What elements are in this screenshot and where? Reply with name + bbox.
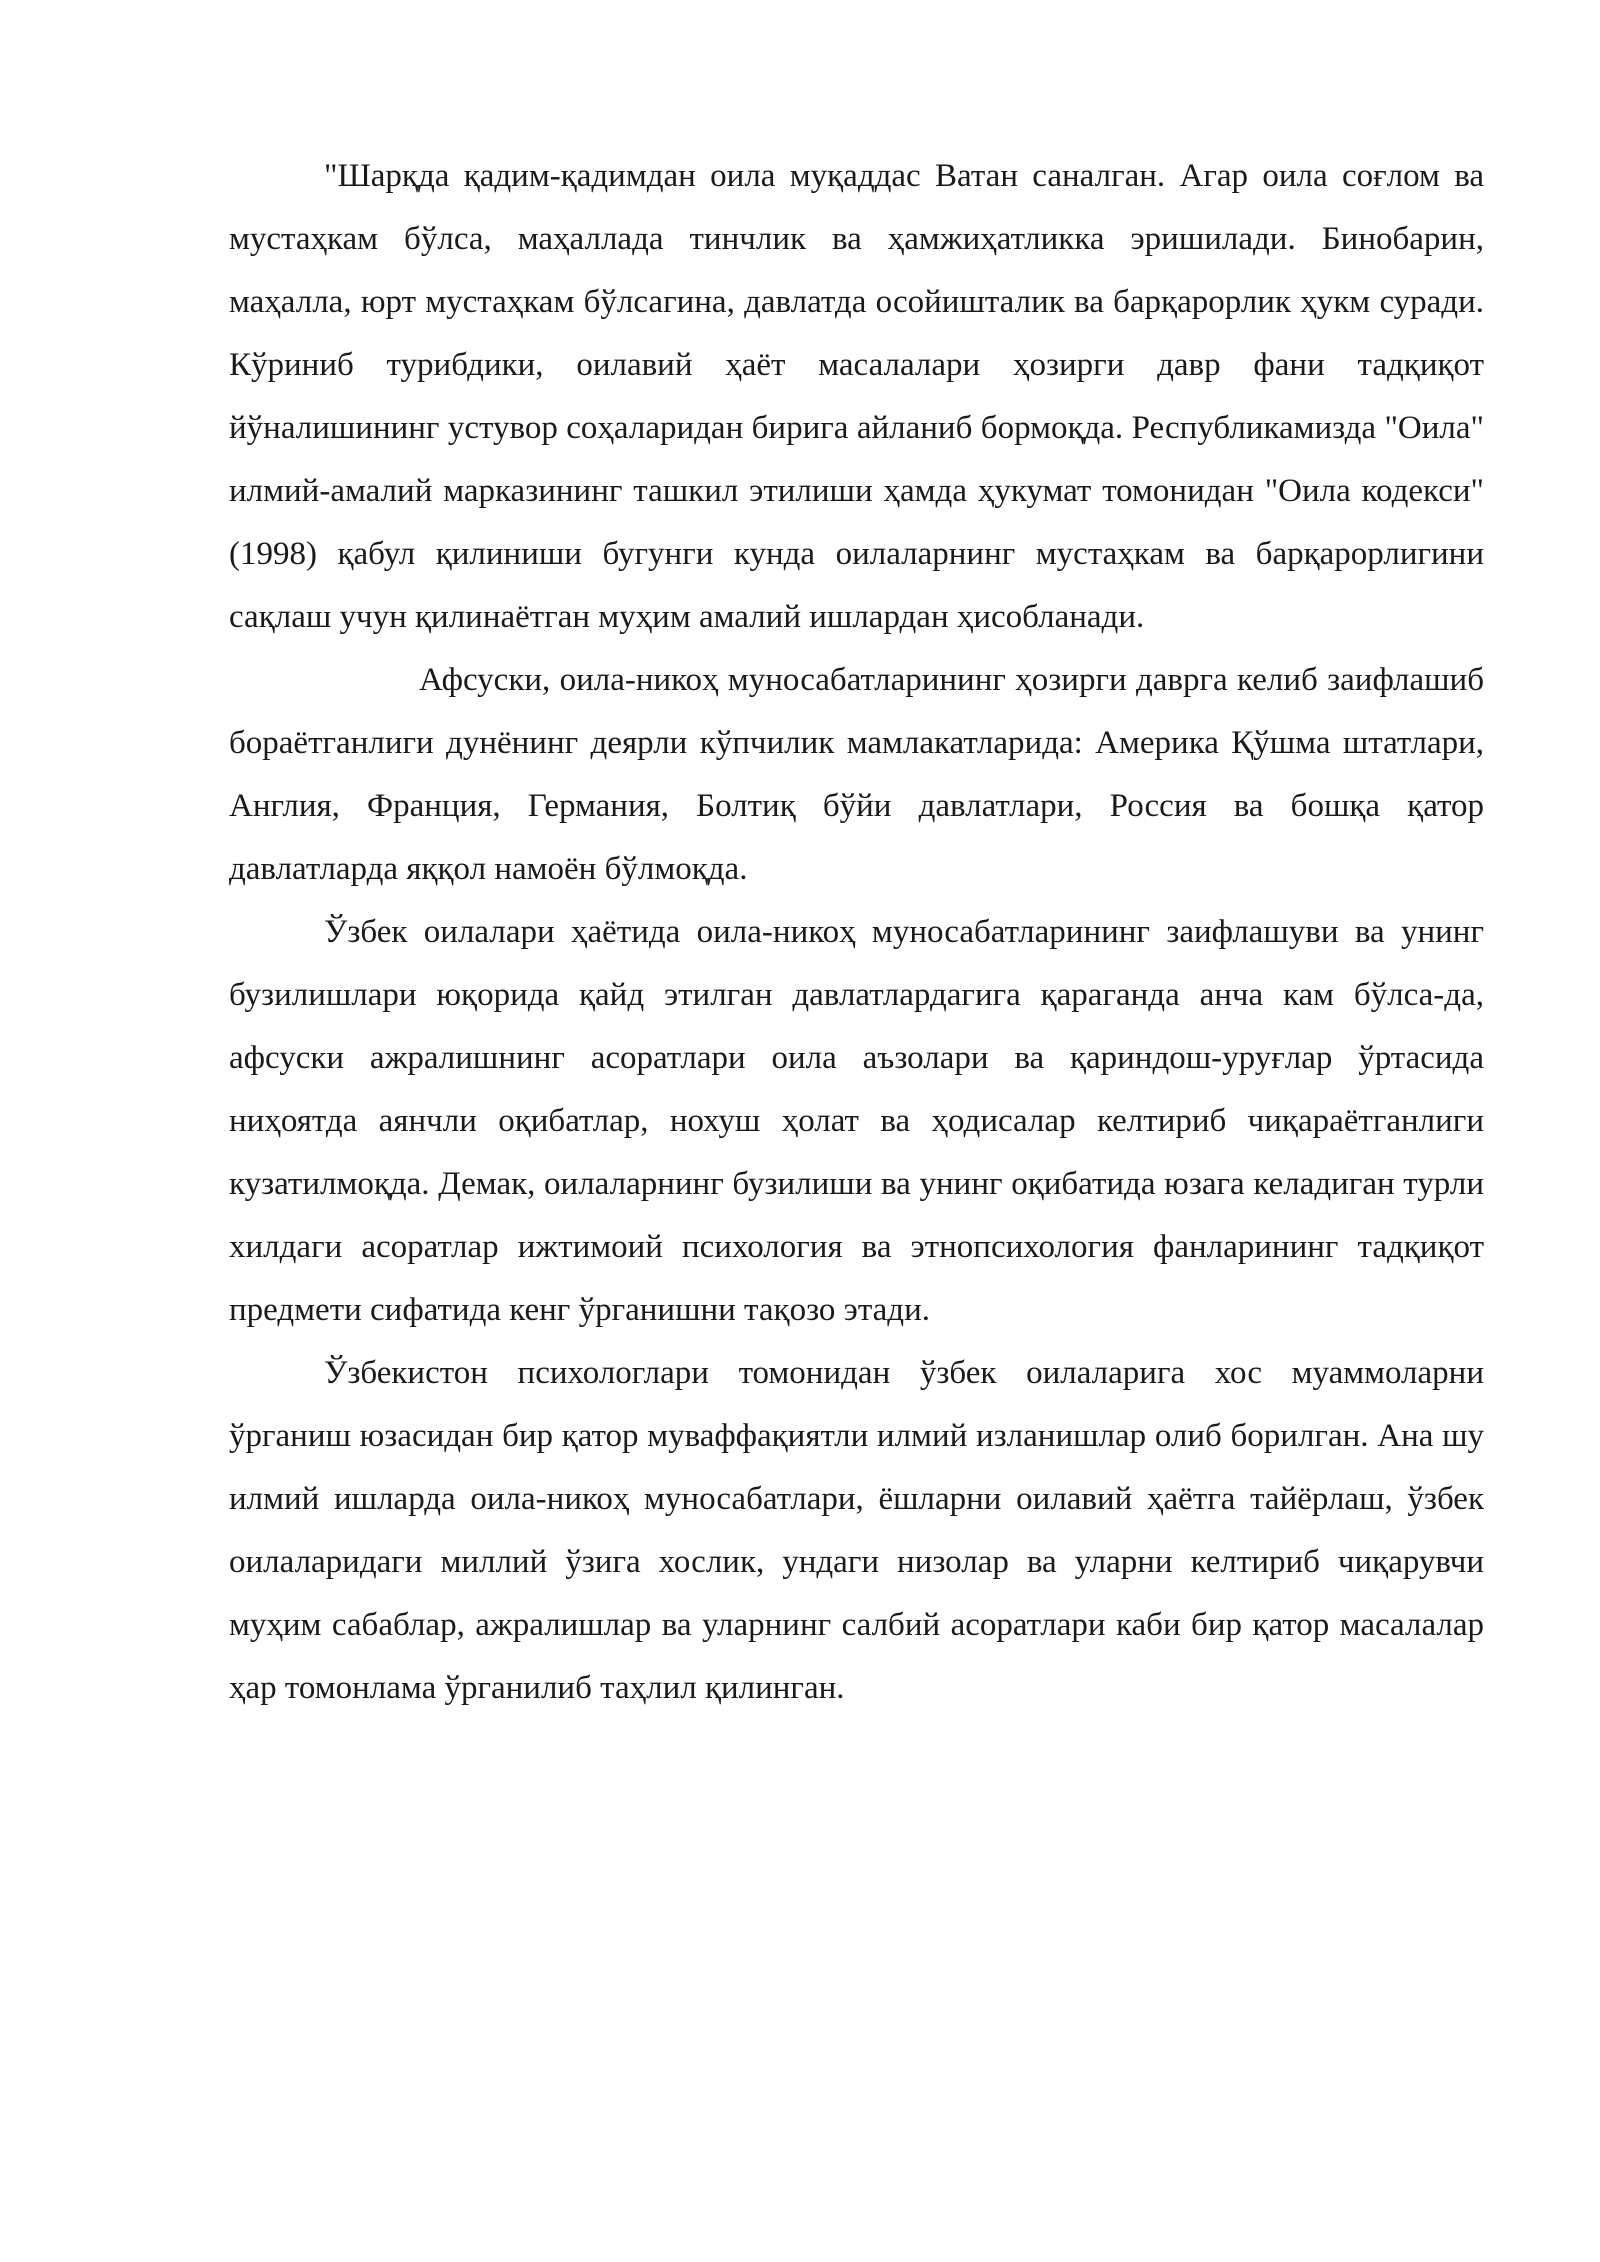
body-text [229, 145, 1484, 1720]
paragraph-1: "Шарқда қадим-қадимдан оила муқаддас Ватан саналган. Агар оила соғлом ва мустаҳкам бўлса, маҳаллада тинчлик ва ҳамжиҳатликка эришилади. Бинобарин, маҳалла, юрт мустаҳкам бўлсагина, давлатда осойишталик ва барқарорлик ҳукм суради. Кўриниб турибдики, оилавий ҳаёт масалалари ҳозирги давр фани тадқиқот йўналишининг устувор соҳаларидан бирига айланиб бормоқда. Республикамизда "Оила" илмий-амалий марказининг ташкил этилиши ҳамда ҳукумат томонидан "Оила кодекси" (1998) қабул қилиниши бугунги кунда оилаларнинг мустаҳкам ва барқарорлигини сақлаш учун қилинаётган муҳим амалий ишлардан ҳисобланади. [229, 158, 1484, 635]
paragraph-2: Афсуски, оила-никоҳ муносабатларининг ҳозирги даврга келиб заифлашиб бораётганлиги дунёнинг деярли кўпчилик мамлакатларида: Америка Қўшма штатлари, Англия, Франция, Германия, Болтиқ бўйи давлатлари, Россия ва бошқа қатор давлатларда яққол намоён бўлмоқда. [229, 662, 1484, 887]
paragraph-4: Ўзбекистон психологлари томонидан ўзбек оилаларига хос муаммоларни ўрганиш юзасидан бир қатор муваффақиятли илмий изланишлар олиб борилган. Ана шу илмий ишларда оила-никоҳ муносабатлари, ёшларни оилавий ҳаётга тайёрлаш, ўзбек оилаларидаги миллий ўзига хослик, ундаги низолар ва уларни келтириб чиқарувчи муҳим сабаблар, ажралишлар ва уларнинг салбий асоратлари каби бир қатор масалалар ҳар томонлама ўрганилиб таҳлил қилинган. [229, 1355, 1484, 1706]
paragraph-3: Ўзбек оилалари ҳаётида оила-никоҳ муносабатларининг заифлашуви ва унинг бузилишлари юқорида қайд этилган давлатлардагига қараганда анча кам бўлса-да, афсуски ажралишнинг асоратлари оила аъзолари ва қариндош-уруғлар ўртасида ниҳоятда аянчли оқибатлар, нохуш ҳолат ва ҳодисалар келтириб чиқараётганлиги кузатилмоқда. Демак, оилаларнинг бузилиши ва унинг оқибатида юзага келадиган турли хилдаги асоратлар ижтимоий психология ва этнопсихология фанларининг тадқиқот предмети сифатида кенг ўрганишни тақозо этади. [229, 914, 1484, 1328]
